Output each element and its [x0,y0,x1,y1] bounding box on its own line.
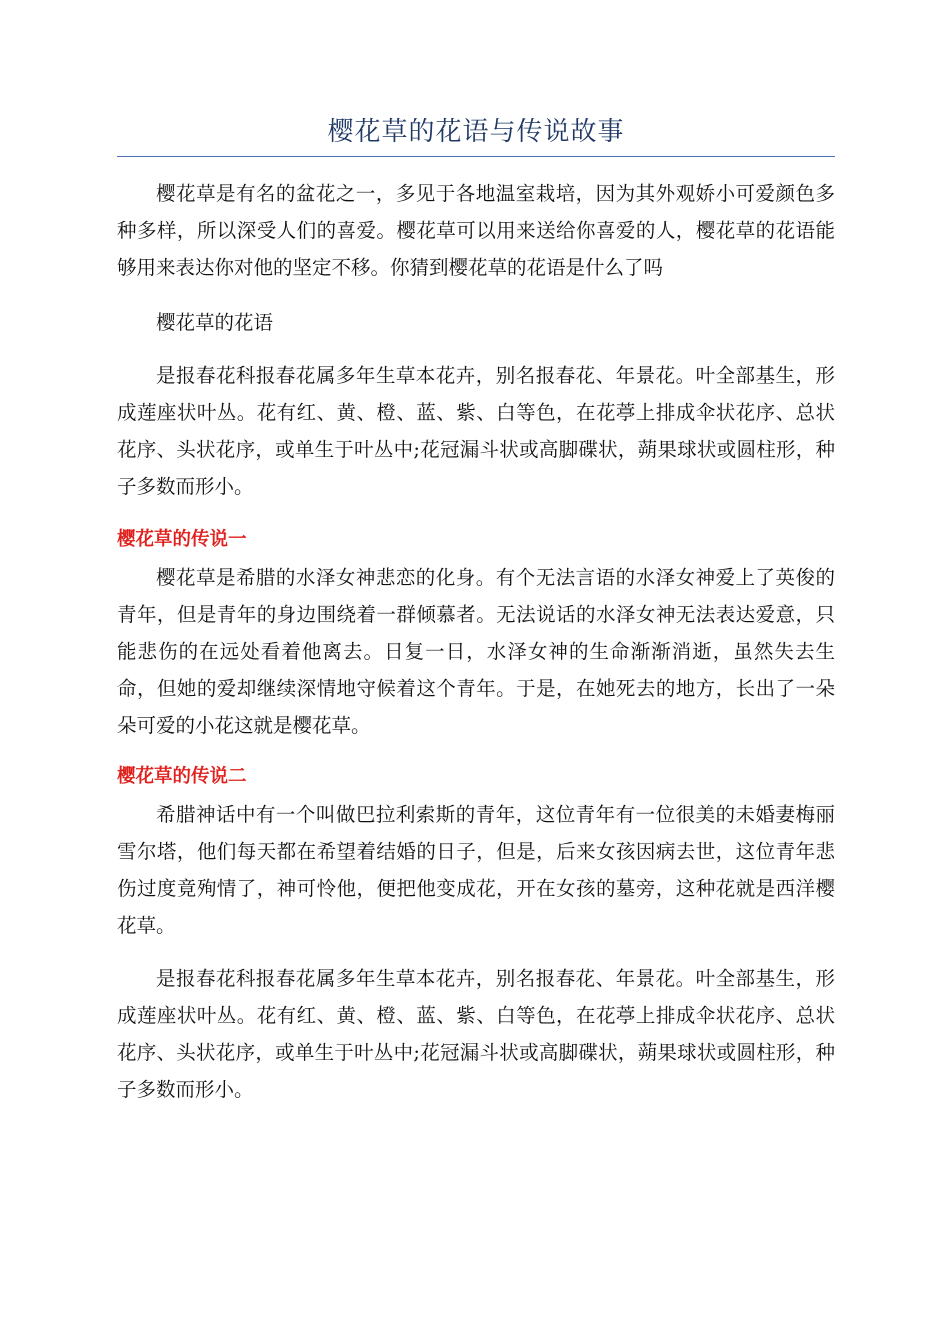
legend-two-heading: 樱花草的传说二 [117,766,247,787]
description-repeat-paragraph: 是报春花科报春花属多年生草本花卉，别名报春花、年景花。叶全部基生，形成莲座状叶丛。花有红、黄、橙、蓝、紫、白等色，在花葶上排成伞状花序、总状花序、头状花序，或单生于叶丛中;花冠漏斗状或高脚碟状，蒴果球状或圆柱形，种子多数而形小。 [117,967,835,1101]
legend-one-paragraph: 樱花草是希腊的水泽女神悲恋的化身。有个无法言语的水泽女神爱上了英俊的青年，但是青年的身边围绕着一群倾慕者。无法说话的水泽女神无法表达爱意，只能悲伤的在远处看着他离去。日复一日，水泽女神的生命渐渐消逝，虽然失去生命，但她的爱却继续深情地守候着这个青年。于是，在她死去的地方，长出了一朵朵可爱的小花这就是樱花草。 [117,566,835,737]
page-title: 樱花草的花语与传说故事 [327,117,625,147]
title-underline [117,156,835,157]
legend-one-heading: 樱花草的传说一 [117,529,247,550]
intro-paragraph: 樱花草是有名的盆花之一，多见于各地温室栽培，因为其外观娇小可爱颜色多种多样，所以深受人们的喜爱。樱花草可以用来送给你喜爱的人，樱花草的花语能够用来表达你对他的坚定不移。你猜到樱花草的花语是什么了吗 [117,182,835,279]
document-page [117,112,835,1108]
legend-two-paragraph: 希腊神话中有一个叫做巴拉利索斯的青年，这位青年有一位很美的未婚妻梅丽雪尔塔，他们每天都在希望着结婚的日子，但是，后来女孩因病去世，这位青年悲伤过度竟殉情了，神可怜他，便把他变成花，开在女孩的墓旁，这种花就是西洋樱花草。 [117,803,835,937]
description-paragraph: 是报春花科报春花属多年生草本花卉，别名报春花、年景花。叶全部基生，形成莲座状叶丛。花有红、黄、橙、蓝、紫、白等色，在花葶上排成伞状花序、总状花序、头状花序，或单生于叶丛中;花冠漏斗状或高脚碟状，蒴果球状或圆柱形，种子多数而形小。 [117,364,835,498]
flower-language-label: 樱花草的花语 [156,311,274,334]
